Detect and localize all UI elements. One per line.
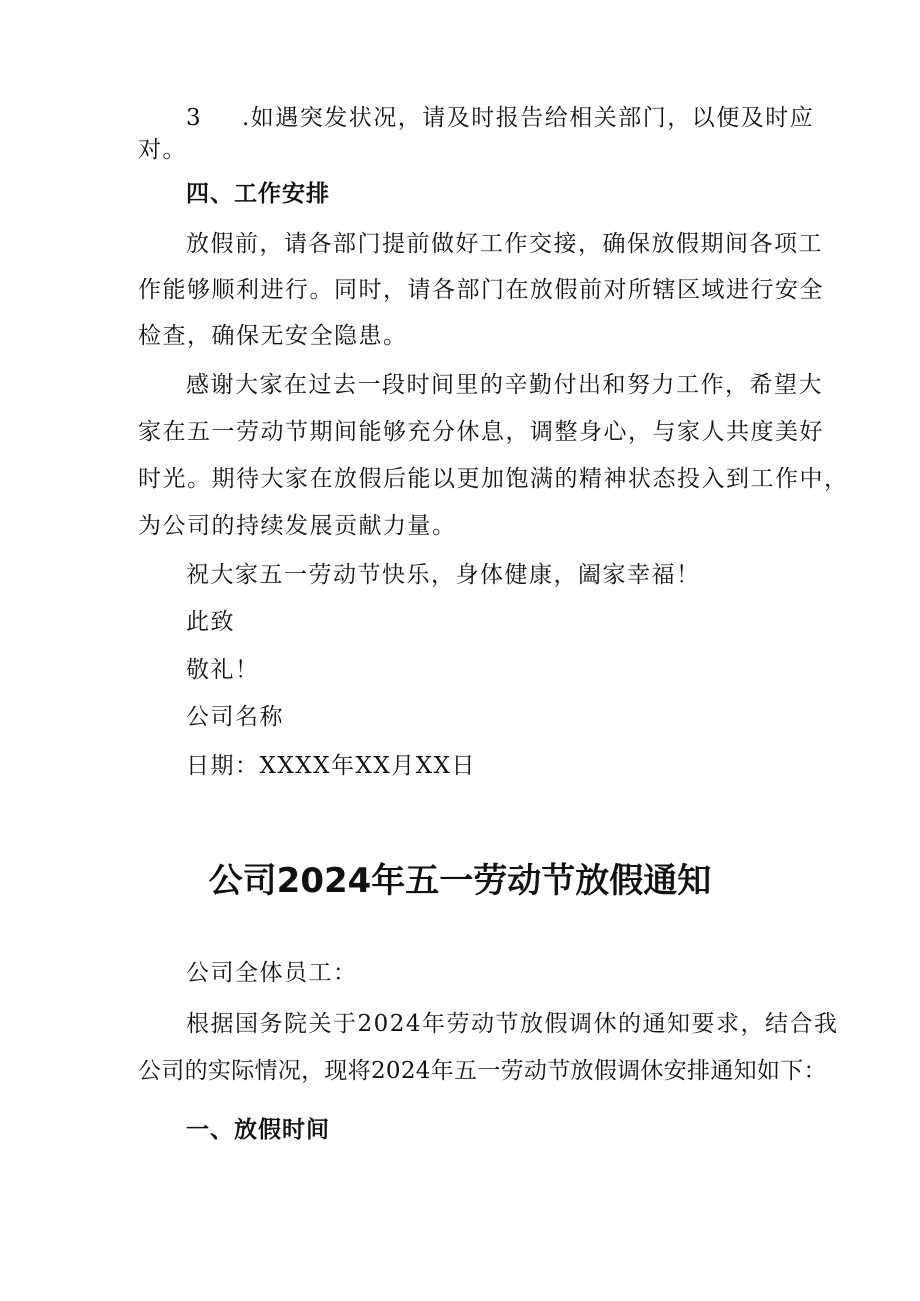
notice-section1-heading: 一、放假时间 bbox=[186, 1117, 330, 1143]
item3-line2: 对。 bbox=[138, 137, 187, 163]
closing-wish: 祝大家五一劳动节快乐，身体健康，阖家幸福！ bbox=[186, 562, 701, 588]
notice-title: 公司2024年五一劳动节放假通知 bbox=[208, 861, 712, 901]
section4-para2-line2: 家在五一劳动节期间能够充分休息，调整身心，与家人共度美好 bbox=[138, 419, 824, 445]
closing-date: 日期：XXXX年XX月XX日 bbox=[186, 753, 476, 779]
section4-heading: 四、工作安排 bbox=[186, 181, 330, 207]
closing-salutation2: 敬礼！ bbox=[186, 657, 260, 683]
closing-salutation1: 此致 bbox=[186, 609, 235, 635]
section4-para1-line3: 检查，确保无安全隐患。 bbox=[138, 323, 408, 349]
item3-line1 bbox=[186, 103, 815, 133]
notice-addressee: 公司全体员工： bbox=[186, 960, 358, 986]
section4-para2-line3: 时光。期待大家在放假后能以更加饱满的精神状态投入到工作中， bbox=[138, 466, 849, 492]
item3-text: .如遇突发状况，请及时报告给相关部门，以便及时应 bbox=[242, 105, 815, 131]
notice-intro-line2: 公司的实际情况，现将2024年五一劳动节放假调休安排通知如下： bbox=[138, 1058, 827, 1084]
section4-para2-line1: 感谢大家在过去一段时间里的辛勤付出和努力工作，希望大 bbox=[186, 372, 823, 398]
closing-company: 公司名称 bbox=[186, 704, 284, 730]
section4-para1-line2: 作能够顺利进行。同时，请各部门在放假前对所辖区域进行安全 bbox=[138, 277, 824, 303]
section4-para1-line1: 放假前，请各部门提前做好工作交接，确保放假期间各项工 bbox=[186, 231, 823, 257]
section4-para2-line4: 为公司的持续发展贡献力量。 bbox=[138, 513, 457, 539]
item3-number: 3 bbox=[186, 105, 203, 131]
notice-intro-line1: 根据国务院关于2024年劳动节放假调休的通知要求，结合我 bbox=[186, 1011, 839, 1037]
